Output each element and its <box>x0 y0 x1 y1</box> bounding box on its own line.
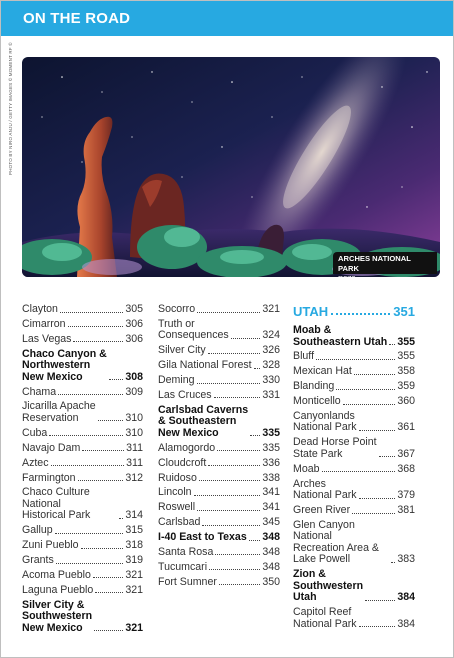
dot-leader <box>359 498 396 499</box>
toc-entry[interactable] <box>158 473 280 485</box>
toc-entry[interactable] <box>293 607 415 630</box>
dot-leader <box>209 569 260 570</box>
entry-page: 309 <box>125 385 143 398</box>
dot-leader <box>60 312 123 313</box>
entry-page: 310 <box>125 411 143 424</box>
dot-leader <box>359 430 396 431</box>
entry-name: Chaco Culture National Historical Park <box>22 486 91 522</box>
toc-region-heading[interactable] <box>293 304 415 319</box>
toc-section-entry[interactable] <box>158 405 280 440</box>
dot-leader <box>51 465 125 466</box>
dot-leader <box>379 456 396 457</box>
photo-credit: PHOTO BY NIRO ANJU / GETTY IMAGES © MOMENT RF © <box>8 42 13 175</box>
entry-page: 384 <box>397 591 415 604</box>
toc-entry[interactable] <box>22 401 143 424</box>
dot-leader <box>219 584 260 585</box>
toc-entry[interactable] <box>158 517 280 529</box>
dot-leader <box>93 577 123 578</box>
entry-name: Clayton <box>22 303 58 315</box>
toc-section-entry[interactable] <box>22 600 143 635</box>
entry-page: 350 <box>262 575 280 588</box>
dot-leader <box>109 379 124 380</box>
entry-page: 361 <box>397 421 415 434</box>
entry-name: Canyonlands National Park <box>293 409 357 434</box>
entry-page: 341 <box>262 501 280 514</box>
dot-leader <box>58 394 123 395</box>
toc-column-3 <box>293 304 415 634</box>
entry-name: Silver City & Southwestern New Mexico <box>22 598 93 634</box>
dot-leader <box>352 513 395 514</box>
entry-page: 321 <box>125 568 143 581</box>
entry-page: 331 <box>262 388 280 401</box>
entry-page: 315 <box>125 524 143 537</box>
toc-entry[interactable] <box>158 487 280 499</box>
entry-name: Silver City <box>158 344 206 357</box>
toc-section-entry[interactable] <box>22 349 143 384</box>
dot-leader <box>55 533 124 534</box>
entry-name: Chama <box>22 385 57 398</box>
entry-page: 335 <box>262 441 280 454</box>
dot-leader <box>197 510 260 511</box>
entry-name: Farmington <box>22 471 76 484</box>
dot-leader <box>336 389 395 390</box>
dot-leader <box>56 563 124 564</box>
entry-page: 359 <box>397 380 415 393</box>
toc-entry[interactable] <box>293 464 415 476</box>
toc-entry[interactable] <box>158 375 280 387</box>
toc-entry[interactable] <box>158 360 280 372</box>
entry-name: Laguna Pueblo <box>22 583 94 596</box>
dot-leader <box>49 435 123 436</box>
toc-entry[interactable] <box>22 387 143 399</box>
entry-page: 306 <box>125 332 143 345</box>
entry-page: 341 <box>262 486 280 499</box>
caption-title: ARCHES NATIONAL PARK <box>338 254 411 273</box>
entry-name: Moab <box>293 462 320 475</box>
entry-page: 355 <box>397 350 415 363</box>
dot-leader <box>359 626 396 627</box>
entry-name: Arches National Park <box>293 477 357 502</box>
entry-name: Aztec <box>22 456 49 469</box>
photo-caption <box>333 252 437 283</box>
entry-page: 324 <box>262 329 280 342</box>
toc-entry[interactable] <box>293 396 415 408</box>
entry-page: 348 <box>262 531 280 544</box>
toc-section-entry[interactable] <box>158 532 280 544</box>
dot-leader <box>331 313 390 315</box>
toc-entry[interactable] <box>158 577 280 589</box>
entry-name: Blanding <box>293 380 335 393</box>
entry-page: 345 <box>262 516 280 529</box>
dot-leader <box>119 518 123 519</box>
arches-night-photo <box>22 57 440 277</box>
toc-entry[interactable] <box>158 502 280 514</box>
dot-leader <box>208 465 260 466</box>
entry-page: 321 <box>125 621 143 634</box>
entry-name: Las Vegas <box>22 332 72 345</box>
entry-name: Deming <box>158 374 195 387</box>
entry-name: Socorro <box>158 303 196 315</box>
entry-name: I-40 East to Texas <box>158 531 247 544</box>
entry-page: 318 <box>125 539 143 552</box>
entry-name: Chaco Canyon & Northwestern New Mexico <box>22 347 107 383</box>
entry-page: 319 <box>125 554 143 567</box>
toc-column-2 <box>158 304 280 592</box>
toc-entry[interactable] <box>22 585 143 597</box>
entry-name: Bluff <box>293 350 315 363</box>
entry-name: Carlsbad Caverns & Southeastern New Mexico <box>158 403 249 439</box>
toc-entry[interactable] <box>22 304 143 316</box>
entry-name: Carlsbad <box>158 516 201 529</box>
toc-entry[interactable] <box>293 411 415 434</box>
dot-leader <box>354 374 395 375</box>
entry-page: 338 <box>262 471 280 484</box>
dot-leader <box>391 562 395 563</box>
dot-leader <box>208 353 261 354</box>
toc-entry[interactable] <box>158 443 280 455</box>
entry-name: Gila National Forest <box>158 359 252 372</box>
toc-entry[interactable] <box>22 458 143 470</box>
entry-name: Zion & Southwestern Utah <box>293 568 364 604</box>
toc-entry[interactable] <box>293 381 415 393</box>
toc-entry[interactable] <box>22 334 143 346</box>
entry-name: Tucumcari <box>158 560 208 573</box>
toc-entry[interactable] <box>158 547 280 559</box>
dot-leader <box>231 338 261 339</box>
toc-entry[interactable] <box>158 458 280 470</box>
toc-entry[interactable] <box>293 366 415 378</box>
dot-leader <box>82 450 124 451</box>
entry-name: Dead Horse Point State Park <box>293 436 377 460</box>
dot-leader <box>68 326 124 327</box>
entry-page: 306 <box>125 317 143 330</box>
toc-entry[interactable] <box>293 479 415 502</box>
toc-entry[interactable] <box>22 525 143 537</box>
toc-entry[interactable] <box>22 428 143 440</box>
dot-leader <box>365 600 395 601</box>
entry-name: Alamogordo <box>158 441 216 454</box>
toc-entry[interactable] <box>22 473 143 485</box>
section-header <box>1 1 453 36</box>
toc-entry[interactable] <box>22 555 143 567</box>
entry-name: Monticello <box>293 395 341 408</box>
entry-name: Lincoln <box>158 486 192 499</box>
entry-name: Las Cruces <box>158 388 212 401</box>
entry-name: Mexican Hat <box>293 365 352 378</box>
entry-page: 336 <box>262 456 280 469</box>
entry-page: 314 <box>125 509 143 522</box>
toc-section-entry[interactable] <box>293 569 415 604</box>
toc-entry[interactable] <box>22 570 143 582</box>
dot-leader <box>254 368 261 369</box>
entry-page: 379 <box>397 489 415 502</box>
dot-leader <box>215 554 260 555</box>
entry-page: 308 <box>125 370 143 383</box>
entry-page: 367 <box>397 447 415 460</box>
entry-page: 321 <box>125 583 143 596</box>
dot-leader <box>194 495 261 496</box>
toc-entry[interactable] <box>293 520 415 566</box>
dot-leader <box>98 420 124 421</box>
entry-page: 312 <box>125 471 143 484</box>
region-name: UTAH <box>293 304 329 319</box>
toc-entry[interactable] <box>293 505 415 517</box>
entry-name: Ruidoso <box>158 471 197 484</box>
entry-name: Fort Sumner <box>158 575 217 588</box>
entry-page: 321 <box>262 303 280 315</box>
entry-name: Roswell <box>158 501 196 514</box>
toc-entry[interactable] <box>158 390 280 402</box>
entry-page: 330 <box>262 374 280 387</box>
dot-leader <box>389 344 395 345</box>
dot-leader <box>250 435 260 436</box>
entry-page: 311 <box>126 456 143 469</box>
toc-entry[interactable] <box>293 351 415 363</box>
entry-page: 326 <box>262 344 280 357</box>
toc-section-entry[interactable] <box>293 325 415 348</box>
dot-leader <box>343 404 396 405</box>
entry-page: 384 <box>397 617 415 630</box>
dot-leader <box>217 450 260 451</box>
toc-entry[interactable] <box>158 304 280 316</box>
section-title: ON THE ROAD <box>23 10 131 27</box>
dot-leader <box>78 480 124 481</box>
entry-page: 383 <box>397 553 415 566</box>
dot-leader <box>95 592 123 593</box>
dot-leader <box>73 341 123 342</box>
dot-leader <box>94 630 123 631</box>
dot-leader <box>81 548 124 549</box>
entry-name: Zuni Pueblo <box>22 539 79 552</box>
entry-name: Acoma Pueblo <box>22 568 91 581</box>
entry-page: 381 <box>397 504 415 517</box>
toc-entry[interactable] <box>158 345 280 357</box>
entry-page: 305 <box>125 303 143 315</box>
dot-leader <box>197 383 261 384</box>
entry-name: Navajo Dam <box>22 441 81 454</box>
toc-entry[interactable] <box>22 540 143 552</box>
entry-page: 358 <box>397 365 415 378</box>
caption-page: P379 <box>338 274 356 283</box>
toc-column-1 <box>22 304 143 638</box>
toc-entry[interactable] <box>293 437 415 460</box>
entry-name: Glen Canyon National Recreation Area & Lake Powell <box>293 518 379 566</box>
entry-page: 335 <box>262 426 280 439</box>
toc-entry[interactable] <box>158 562 280 574</box>
entry-name: Capitol Reef National Park <box>293 606 357 630</box>
dot-leader <box>202 525 260 526</box>
toc-entry[interactable] <box>22 487 143 522</box>
entry-name: Moab & Southeastern Utah <box>293 324 388 348</box>
entry-page: 348 <box>262 560 280 573</box>
dot-leader <box>214 397 261 398</box>
entry-page: 368 <box>397 462 415 475</box>
entry-name: Cloudcroft <box>158 456 207 469</box>
entry-page: 355 <box>397 335 415 348</box>
entry-name: Truth or Consequences <box>158 317 229 342</box>
dot-leader <box>322 471 396 472</box>
toc-entry[interactable] <box>158 319 280 342</box>
region-page: 351 <box>393 304 415 319</box>
entry-name: Gallup <box>22 524 53 537</box>
entry-name: Cuba <box>22 426 48 439</box>
toc-entry[interactable] <box>22 443 143 455</box>
entry-page: 310 <box>125 426 143 439</box>
entry-name: Grants <box>22 554 54 567</box>
entry-page: 348 <box>262 545 280 558</box>
entry-name: Cimarron <box>22 317 66 330</box>
entry-page: 328 <box>262 359 280 372</box>
dot-leader <box>316 359 395 360</box>
entry-name: Green River <box>293 504 351 517</box>
entry-name: Jicarilla Apache Reservation <box>22 400 96 424</box>
entry-page: 360 <box>397 395 415 408</box>
toc-entry[interactable] <box>22 319 143 331</box>
dot-leader <box>249 540 261 541</box>
dot-leader <box>199 480 260 481</box>
entry-page: 311 <box>126 441 143 454</box>
entry-name: Santa Rosa <box>158 545 214 558</box>
dot-leader <box>197 312 260 313</box>
